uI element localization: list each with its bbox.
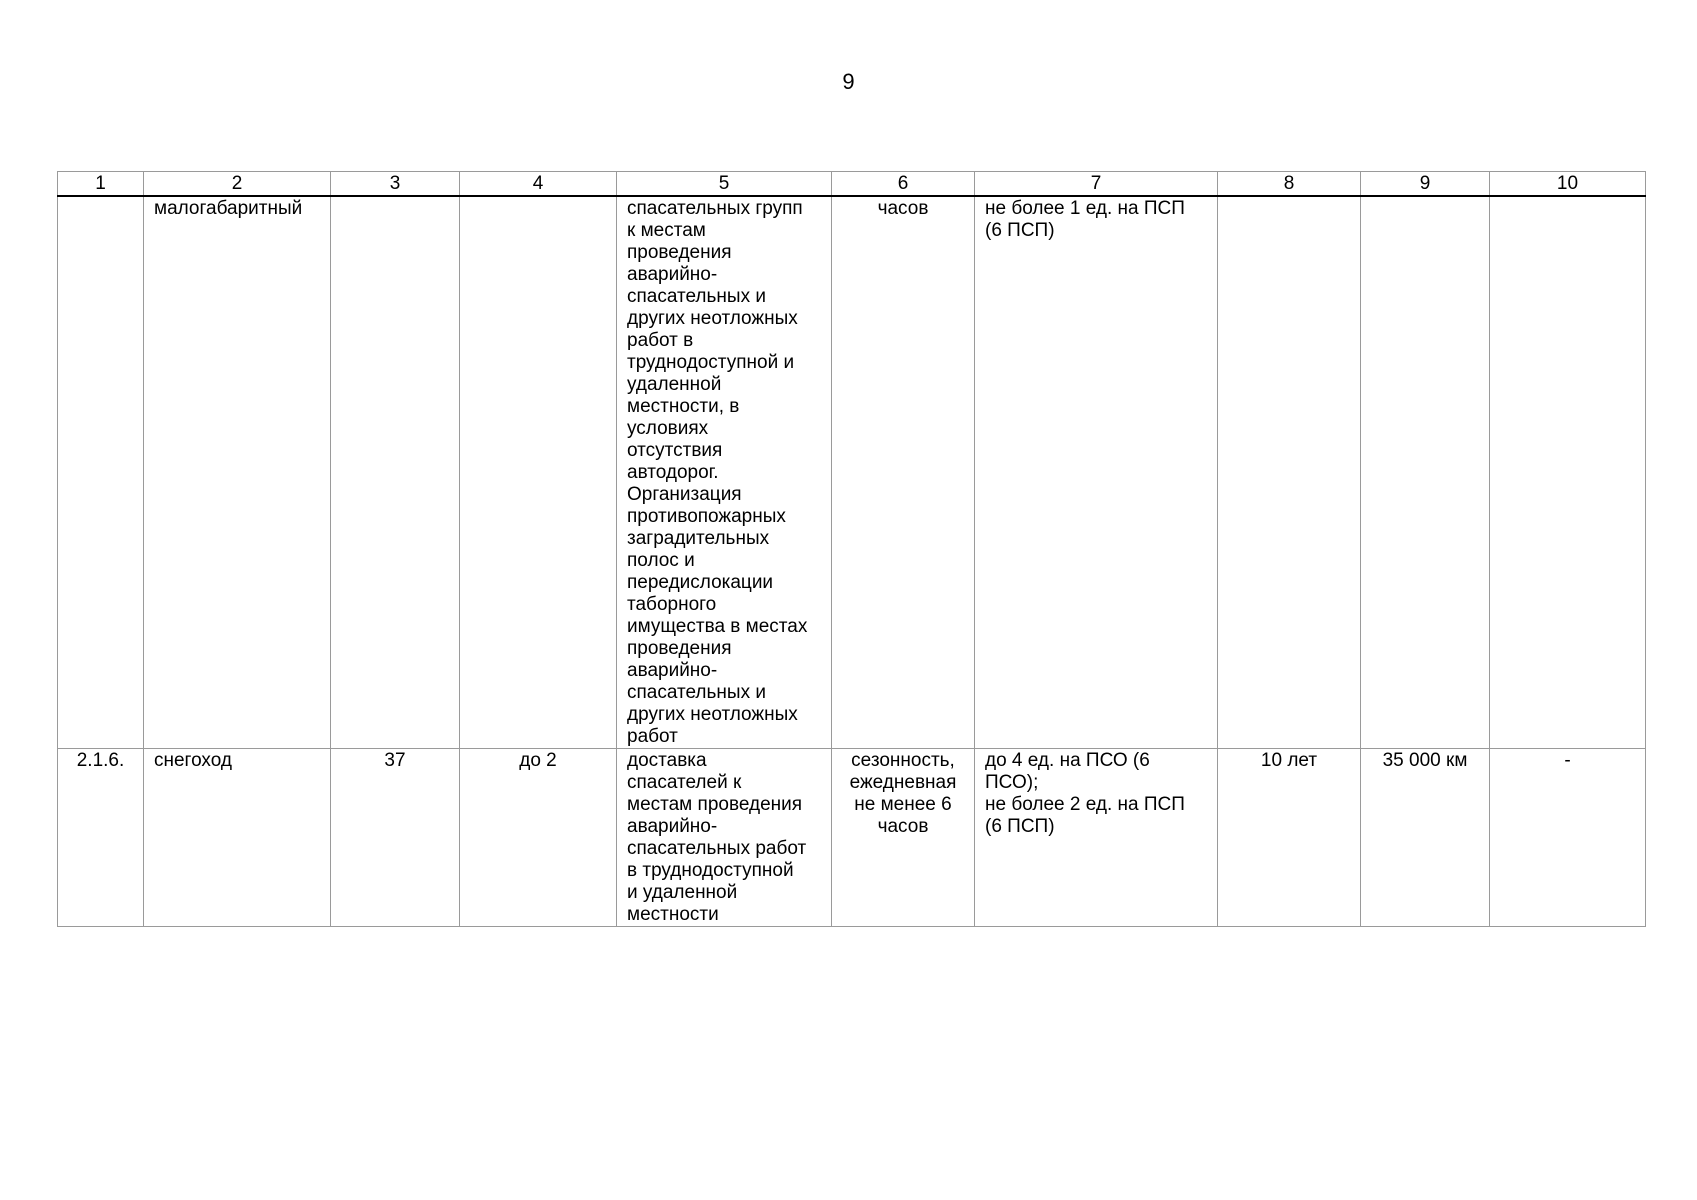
- table-cell-col4: [460, 196, 617, 749]
- header-cell: 4: [460, 172, 617, 197]
- table-cell-col3: 37: [331, 749, 460, 927]
- table-cell-norm: не более 1 ед. на ПСП (6 ПСП): [975, 196, 1218, 749]
- table-cell-purpose: спасательных групп к местам проведения аварийно- спасательных и других неотложных работ в труднодоступной и удаленной местности, в условиях отсутствия автодорог. Организация противопожарных заградительных полос и передислокации таборного имущества в местах проведения аварийно- спасательных и других неотложных работ: [617, 196, 832, 749]
- header-cell: 2: [144, 172, 331, 197]
- table-cell-term: [1218, 196, 1361, 749]
- table-row: [58, 196, 1646, 749]
- table-cell-usage: сезонность, ежедневная не менее 6 часов: [832, 749, 975, 927]
- table-cell-col4: до 2: [460, 749, 617, 927]
- page-number: 9: [842, 69, 855, 94]
- table-cell-term: 10 лет: [1218, 749, 1361, 927]
- equipment-table: [57, 171, 1646, 927]
- header-cell: 10: [1490, 172, 1646, 197]
- table-row: [58, 749, 1646, 927]
- header-cell: 6: [832, 172, 975, 197]
- table-cell-mileage: 35 000 км: [1361, 749, 1490, 927]
- header-cell: 5: [617, 172, 832, 197]
- table-header-row: [58, 172, 1646, 197]
- table-cell-name: снегоход: [144, 749, 331, 927]
- table-cell-usage: часов: [832, 196, 975, 749]
- table-cell-mileage: [1361, 196, 1490, 749]
- header-cell: 7: [975, 172, 1218, 197]
- table-cell-norm: до 4 ед. на ПСО (6 ПСО); не более 2 ед. на ПСП (6 ПСП): [975, 749, 1218, 927]
- table-cell-purpose: доставка спасателей к местам проведения аварийно- спасательных работ в труднодоступной и удаленной местности: [617, 749, 832, 927]
- table-cell-number: [58, 196, 144, 749]
- table-cell-col3: [331, 196, 460, 749]
- table-cell-col10: [1490, 196, 1646, 749]
- header-cell: 3: [331, 172, 460, 197]
- header-cell: 1: [58, 172, 144, 197]
- header-cell: 9: [1361, 172, 1490, 197]
- table-cell-number: 2.1.6.: [58, 749, 144, 927]
- table-cell-col10: -: [1490, 749, 1646, 927]
- table-cell-name: малогабаритный: [144, 196, 331, 749]
- header-cell: 8: [1218, 172, 1361, 197]
